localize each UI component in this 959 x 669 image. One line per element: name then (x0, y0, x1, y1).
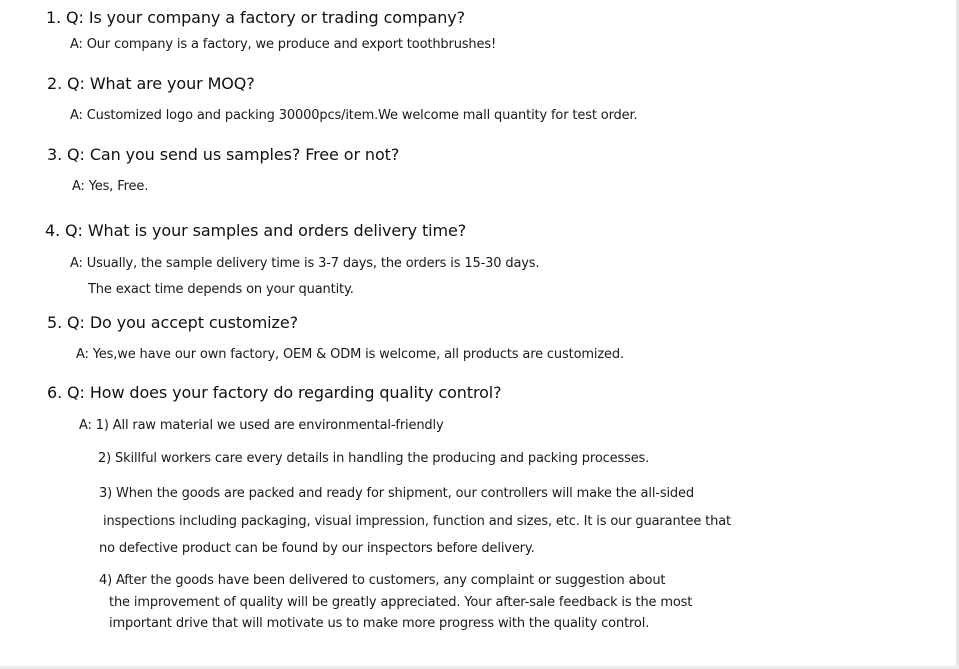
faq-question-2: 2. Q: What are your MOQ? (47, 74, 255, 93)
faq-question-1: 1. Q: Is your company a factory or trading company? (46, 8, 466, 27)
faq-question-6: 6. Q: How does your factory do regarding quality control? (47, 383, 502, 402)
faq-answer-4-line-2: The exact time depends on your quantity. (88, 282, 354, 297)
faq-answer-6-line-3: 3) When the goods are packed and ready for shipment, our controllers will make the all-sided (99, 486, 694, 501)
faq-answer-4-line-1: A: Usually, the sample delivery time is 3-7 days, the orders is 15-30 days. (70, 256, 540, 271)
faq-answer-1-line-1: A: Our company is a factory, we produce and export toothbrushes! (70, 37, 497, 52)
faq-question-3: 3. Q: Can you send us samples? Free or not? (47, 145, 400, 164)
faq-answer-5-line-1: A: Yes,we have our own factory, OEM & ODM is welcome, all products are customized. (76, 347, 624, 362)
faq-answer-6-line-5: no defective product can be found by our inspectors before delivery. (99, 541, 535, 556)
faq-answer-6-line-8: important drive that will motivate us to make more progress with the quality control. (109, 616, 650, 631)
faq-question-5: 5. Q: Do you accept customize? (47, 313, 298, 332)
faq-answer-2-line-1: A: Customized logo and packing 30000pcs/item.We welcome mall quantity for test order. (70, 108, 638, 123)
faq-answer-6-line-2: 2) Skillful workers care every details in handling the producing and packing processes. (98, 451, 650, 466)
faq-answer-6-line-4: inspections including packaging, visual impression, function and sizes, etc. It is our guarantee that (103, 514, 731, 529)
faq-answer-3-line-1: A: Yes, Free. (72, 179, 149, 194)
faq-answer-6-line-1: A: 1) All raw material we used are environmental-friendly (79, 418, 444, 433)
faq-question-4: 4. Q: What is your samples and orders delivery time? (45, 221, 467, 240)
faq-answer-6-line-6: 4) After the goods have been delivered to customers, any complaint or suggestion about (99, 573, 666, 588)
faq-answer-6-line-7: the improvement of quality will be greatly appreciated. Your after-sale feedback is the most (109, 595, 693, 610)
